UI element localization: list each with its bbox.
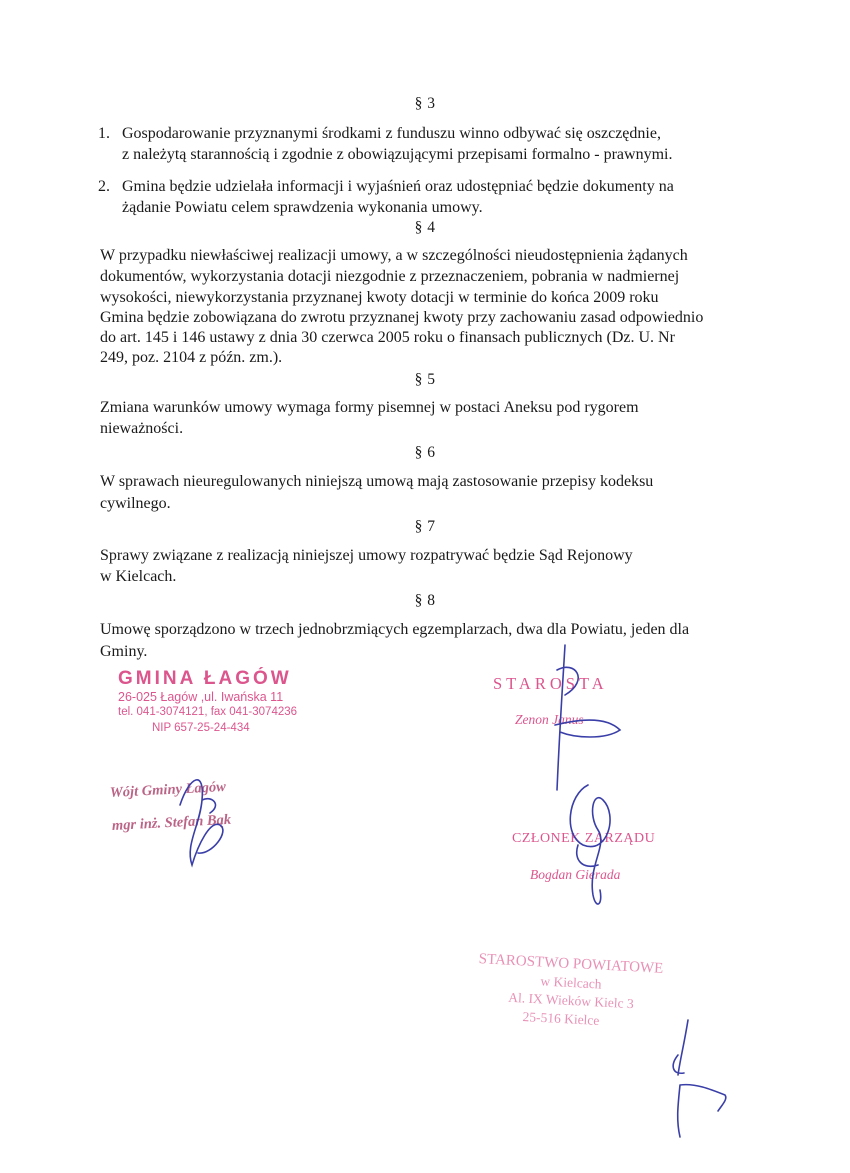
item-1-line-2: z należytą starannością i zgodnie z obowiązującymi przepisami formalno - prawnymi. bbox=[122, 146, 673, 163]
section-7-line-1: Sprawy związane z realizacją niniejszej umowy rozpatrywać będzie Sąd Rejonowy bbox=[100, 547, 633, 564]
czlonek-signature bbox=[548, 775, 648, 915]
wojt-signature bbox=[150, 765, 260, 875]
item-2-line-1: Gmina będzie udzielała informacji i wyjaśnień oraz udostępniać będzie dokumenty na bbox=[122, 178, 674, 195]
starostwo-stamp-line-3: Al. IX Wieków Kielc 3 bbox=[507, 989, 635, 1012]
section-4-line-6: 249, poz. 2104 z późn. zm.). bbox=[100, 349, 283, 366]
item-2-number: 2. bbox=[98, 178, 110, 195]
item-1-line-1: Gospodarowanie przyznanymi środkami z funduszu winno odbywać się oszczędnie, bbox=[122, 125, 661, 142]
section-4-line-4: Gmina będzie zobowiązana do zwrotu przyznanej kwoty przy zachowaniu zasad odpowiednio bbox=[100, 309, 704, 326]
section-5-line-2: nieważności. bbox=[100, 420, 184, 437]
section-4-heading: § 4 bbox=[414, 219, 436, 236]
czlonek-stamp-title: CZŁONEK ZARZĄDU bbox=[512, 831, 656, 846]
item-1-number: 1. bbox=[98, 125, 110, 142]
czlonek-stamp-name: Bogdan Gierada bbox=[530, 867, 621, 882]
section-5-heading: § 5 bbox=[414, 371, 436, 388]
section-4-line-3: wysokości, niewykorzystania przyznanej kwoty dotacji w terminie do końca 2009 roku bbox=[100, 289, 659, 306]
starosta-stamp-name: Zenon Janus bbox=[515, 712, 584, 727]
section-4-line-2: dokumentów, wykorzystania dotacji niezgodnie z przeznaczeniem, pobrania w nadmiernej bbox=[100, 268, 680, 285]
starostwo-stamp-line-1: STAROSTWO POWIATOWE bbox=[478, 951, 664, 977]
section-4-line-1: W przypadku niewłaściwej realizacji umowy, a w szczególności nieudostępnienia żądanych bbox=[100, 247, 688, 264]
starostwo-stamp-line-2: w Kielcach bbox=[540, 973, 602, 992]
section-6-line-2: cywilnego. bbox=[100, 495, 171, 512]
section-6-line-1: W sprawach nieuregulowanych niniejszą umową mają zastosowanie przepisy kodeksu bbox=[100, 473, 654, 490]
item-2-line-2: żądanie Powiatu celem sprawdzenia wykonania umowy. bbox=[122, 199, 483, 216]
gmina-stamp-nip: NIP 657-25-24-434 bbox=[152, 722, 250, 734]
section-6-heading: § 6 bbox=[414, 444, 436, 461]
starostwo-stamp-line-4: 25-516 Kielce bbox=[522, 1008, 600, 1029]
wojt-stamp-name: mgr inż. Stefan Bąk bbox=[111, 811, 232, 834]
section-5-line-1: Zmiana warunków umowy wymaga formy pisemnej w postaci Aneksu pod rygorem bbox=[100, 399, 639, 416]
wojt-stamp-title: Wójt Gminy Łagów bbox=[109, 778, 227, 801]
section-8-line-2: Gminy. bbox=[100, 643, 148, 660]
section-3-heading: § 3 bbox=[414, 95, 436, 112]
section-7-heading: § 7 bbox=[414, 518, 436, 535]
section-8-heading: § 8 bbox=[414, 592, 436, 609]
section-8-line-1: Umowę sporządzono w trzech jednobrzmiących egzemplarzach, dwa dla Powiatu, jeden dla bbox=[100, 621, 690, 638]
gmina-stamp-phone: tel. 041-3074121, fax 041-3074236 bbox=[118, 706, 298, 718]
gmina-stamp-name: GMINA ŁAGÓW bbox=[118, 668, 292, 689]
section-4-line-5: do art. 145 i 146 ustawy z dnia 30 czerwca 2005 roku o finansach publicznych (Dz. U. Nr bbox=[100, 329, 675, 346]
gmina-stamp-address: 26-025 Łagów ,ul. Iwańska 11 bbox=[118, 690, 284, 704]
section-7-line-2: w Kielcach. bbox=[100, 568, 177, 585]
starosta-stamp-title: STAROSTA bbox=[493, 674, 608, 693]
starostwo-signature bbox=[650, 1015, 740, 1145]
